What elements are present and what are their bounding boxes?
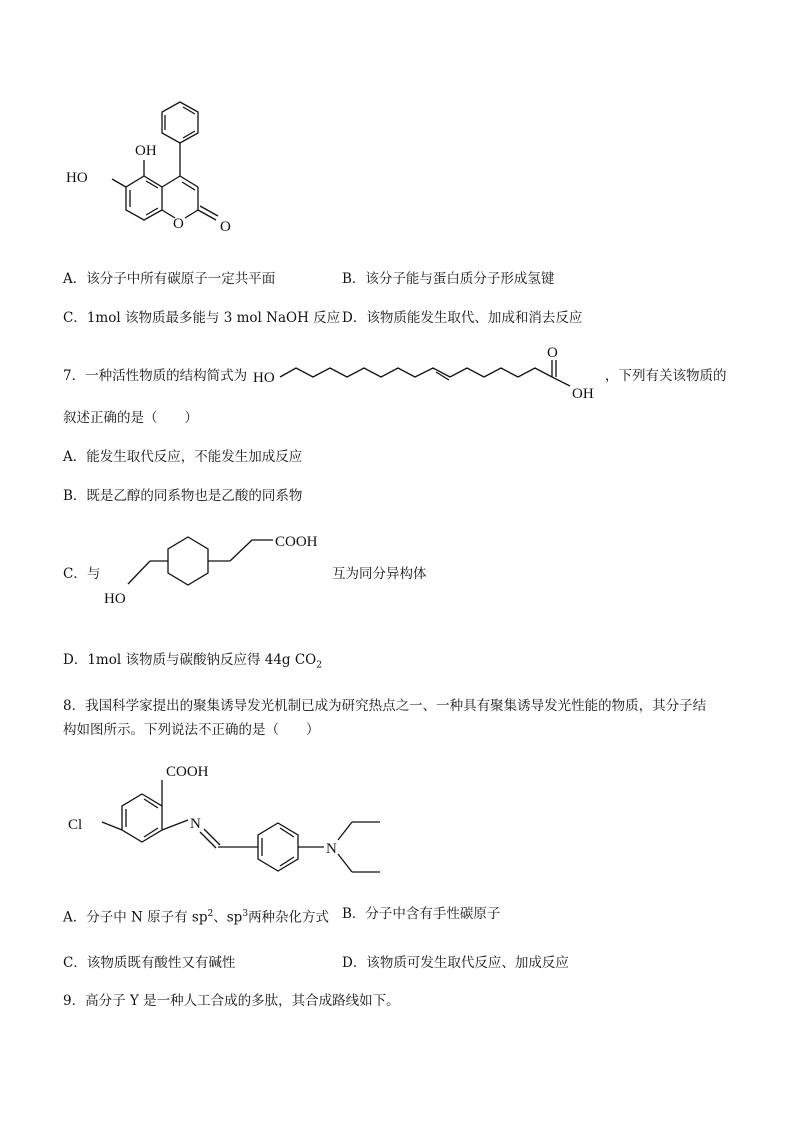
q7-option-d-text: D．1mol 该物质与碳酸钠反应得 44g CO (63, 652, 317, 668)
q8-option-a-sup1: 2 (207, 909, 214, 919)
q8-cooh-label: COOH (166, 764, 209, 780)
q7-option-d (63, 651, 322, 675)
q7-carbonyl-o-label: O (547, 345, 558, 361)
q7-option-c-suffix: 互为同分异构体 (332, 566, 427, 582)
q7-option-a: A．能发生取代反应，不能发生加成反应 (63, 449, 303, 465)
q8-cl-label: Cl (68, 817, 83, 833)
q8-option-c: C．该物质既有酸性又有碱性 (63, 955, 236, 971)
q6-option-a: A．该分子中所有碳原子一定共平面 (63, 271, 276, 287)
q8-option-a-part3: 两种杂化方式 (248, 909, 330, 926)
q8-option-b: B．分子中含有手性碳原子 (342, 906, 501, 922)
q7-structure-image (250, 342, 610, 402)
q7-ho-label: HO (253, 370, 275, 386)
q6-option-c: C．1mol 该物质最多能与 3 mol NaOH 反应 (63, 310, 341, 326)
q8-option-a-part1: A．分子中 N 原子有 sp (63, 909, 208, 926)
q8-structure-image (62, 752, 392, 880)
q8-imine-n-label: N (190, 816, 201, 832)
q8-option-d: D．该物质可发生取代反应、加成反应 (342, 955, 569, 971)
q6-ring-oxygen-label: O (173, 216, 184, 232)
q7-option-c-prefix: C．与 (63, 566, 101, 582)
q7-oh-label: OH (572, 386, 594, 402)
q7-c-cooh-label: COOH (275, 534, 318, 550)
q7-option-c-structure (100, 528, 332, 610)
q6-structure-image (60, 92, 250, 242)
q7-stem-line2: 叙述正确的是（ ） (63, 410, 198, 426)
q8-stem-line1: 8．我国科学家提出的聚集诱导发光机制已成为研究热点之一、一种具有聚集诱导发光性能的物质，其分子结 (63, 698, 707, 714)
q6-option-d: D．该物质能发生取代、加成和消去反应 (342, 310, 583, 326)
q8-option-a (63, 905, 329, 927)
q8-option-a-sup2: 3 (242, 909, 249, 919)
q7-option-d-subscript: 2 (316, 660, 322, 671)
q7-option-b: B．既是乙醇的同系物也是乙酸的同系物 (63, 488, 303, 504)
q7-stem-prefix: 7．一种活性物质的结构简式为 (63, 368, 248, 384)
q6-option-b: B．该分子能与蛋白质分子形成氢键 (342, 271, 555, 287)
q6-carbonyl-oxygen-label: O (220, 219, 231, 235)
q9-stem: 9．高分子 Y 是一种人工合成的多肽，其合成路线如下。 (63, 993, 400, 1009)
q6-oh-top-label: OH (135, 143, 157, 159)
q6-ho-left-label: HO (66, 170, 88, 186)
q7-c-ho-label: HO (104, 591, 126, 607)
q8-stem-line2: 构如图所示。下列说法不正确的是（ ） (63, 722, 320, 738)
q8-option-a-part2: 、sp (213, 909, 243, 926)
q8-amine-n-label: N (326, 841, 337, 857)
q7-stem-suffix: ，下列有关该物质的 (605, 368, 727, 384)
